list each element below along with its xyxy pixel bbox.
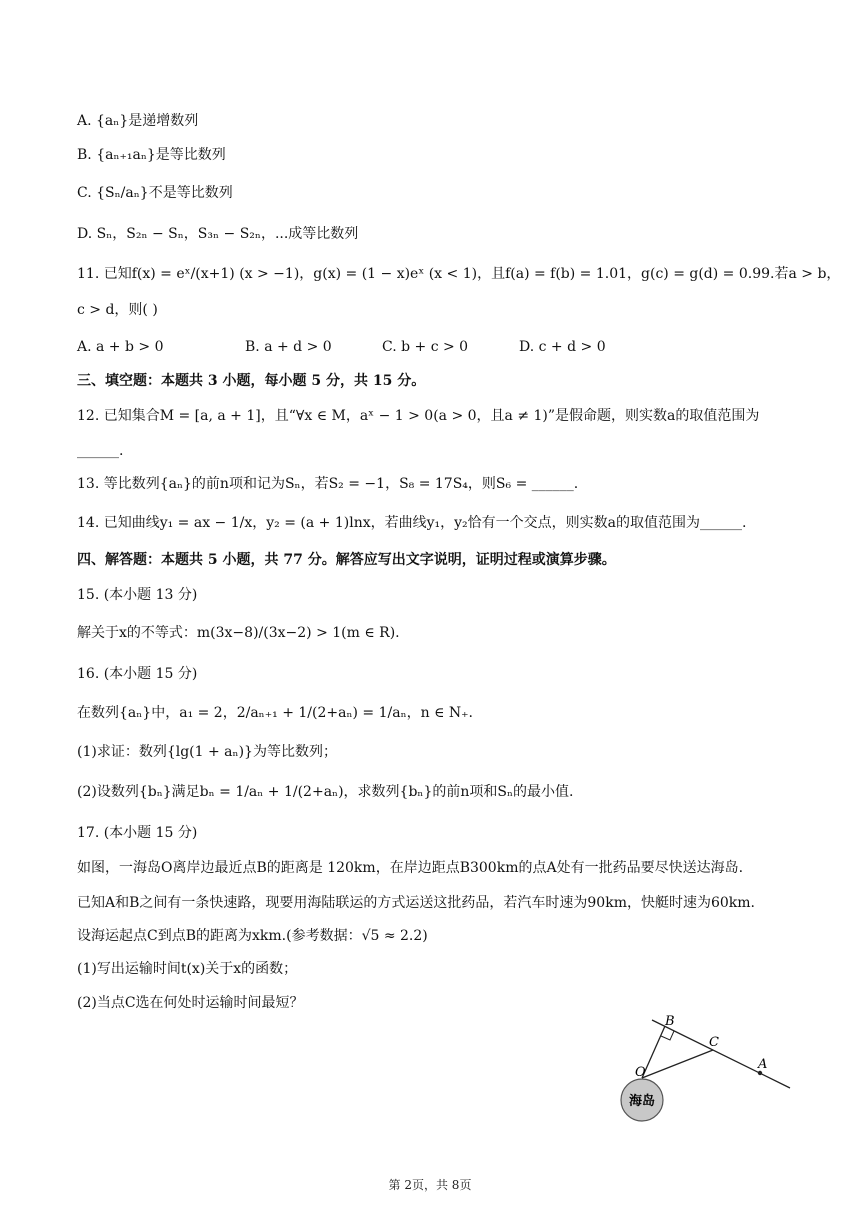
q16-header: 16. (本小题 15 分) xyxy=(77,666,198,682)
q11-stem-line1: 11. 已知f(x) = eˣ/(x+1) (x > −1)，g(x) = (1 − x)eˣ (x < 1)，且f(a) = f(b) = 1.01，g(c) = g(d) = 0.99.若a > b， xyxy=(77,266,841,282)
page-footer: 第 2页，共 8页 xyxy=(388,1178,472,1192)
q15-header: 15. (本小题 13 分) xyxy=(77,587,198,603)
q16-part1: (1)求证：数列{lg(1 + aₙ)}为等比数列； xyxy=(77,744,337,760)
q10-option-d: D. Sₙ，S₂ₙ − Sₙ，S₃ₙ − S₂ₙ，...成等比数列 xyxy=(77,226,359,242)
q13: 13. 等比数列{aₙ}的前n项和记为Sₙ，若S₂ = −1，S₈ = 17S₄，则S₆ = ______. xyxy=(77,476,579,492)
label-a: A xyxy=(758,1057,768,1072)
q17-body-line2: 已知A和B之间有一条快速路，现要用海陆联运的方式运送这批药品，若汽车时速为90km，快艇时速为60km. xyxy=(77,895,755,911)
q12-line1: 12. 已知集合M = [a, a + 1]，且“∀x ∈ M，aˣ − 1 > 0(a > 0，且a ≠ 1)”是假命题，则实数a的取值范围为 xyxy=(77,408,760,424)
q11-option-d: D. c + d > 0 xyxy=(519,339,606,355)
q11-option-b: B. a + d > 0 xyxy=(245,339,332,355)
label-c: C xyxy=(709,1035,719,1050)
island-label: 海岛 xyxy=(628,1094,656,1109)
q14: 14. 已知曲线y₁ = ax − 1/x，y₂ = (a + 1)lnx，若曲线y₁，y₂恰有一个交点，则实数a的取值范围为______. xyxy=(77,515,747,531)
q11-options xyxy=(77,337,606,357)
q10-option-b: B. {aₙ₊₁aₙ}是等比数列 xyxy=(77,147,226,163)
q16-body: 在数列{aₙ}中，a₁ = 2，2/aₙ₊₁ + 1/(2+aₙ) = 1/aₙ，n ∈ N₊. xyxy=(77,705,473,721)
q11-option-c: C. b + c > 0 xyxy=(382,339,469,355)
right-angle-mark xyxy=(661,1031,674,1040)
q17-header: 17. (本小题 15 分) xyxy=(77,825,198,841)
q16-part2: (2)设数列{bₙ}满足bₙ = 1/aₙ + 1/(2+aₙ)，求数列{bₙ}的前n项和Sₙ的最小值. xyxy=(77,784,574,800)
shore-line xyxy=(652,1020,790,1088)
q15-body: 解关于x的不等式：m(3x−8)/(3x−2) > 1(m ∈ R). xyxy=(77,625,400,641)
q17-part2: (2)当点C选在何处时运输时间最短？ xyxy=(77,995,304,1011)
section-3-title: 三、填空题：本题共 3 小题，每小题 5 分，共 15 分。 xyxy=(77,373,426,389)
label-b: B xyxy=(665,1014,675,1029)
q17-body-line1: 如图，一海岛O离岸边最近点B的距离是 120km，在岸边距点B300km的点A处有一批药品要尽快送达海岛. xyxy=(77,860,744,876)
q12-line2: ______. xyxy=(77,443,124,459)
q17-body-line3: 设海运起点C到点B的距离为xkm.(参考数据：√5 ≈ 2.2) xyxy=(77,928,428,944)
section-4-title: 四、解答题：本题共 5 小题，共 77 分。解答应写出文字说明，证明过程或演算步骤。 xyxy=(77,552,616,568)
q10-option-c: C. {Sₙ/aₙ}不是等比数列 xyxy=(77,185,233,201)
island-diagram xyxy=(600,1005,800,1135)
q11-option-a: A. a + b > 0 xyxy=(77,339,164,355)
q10-option-a: A. {aₙ}是递增数列 xyxy=(77,113,199,129)
label-o: O xyxy=(635,1065,646,1080)
q11-stem-line2: c > d，则( ) xyxy=(77,302,158,318)
q17-part1: (1)写出运输时间t(x)关于x的函数； xyxy=(77,961,298,977)
